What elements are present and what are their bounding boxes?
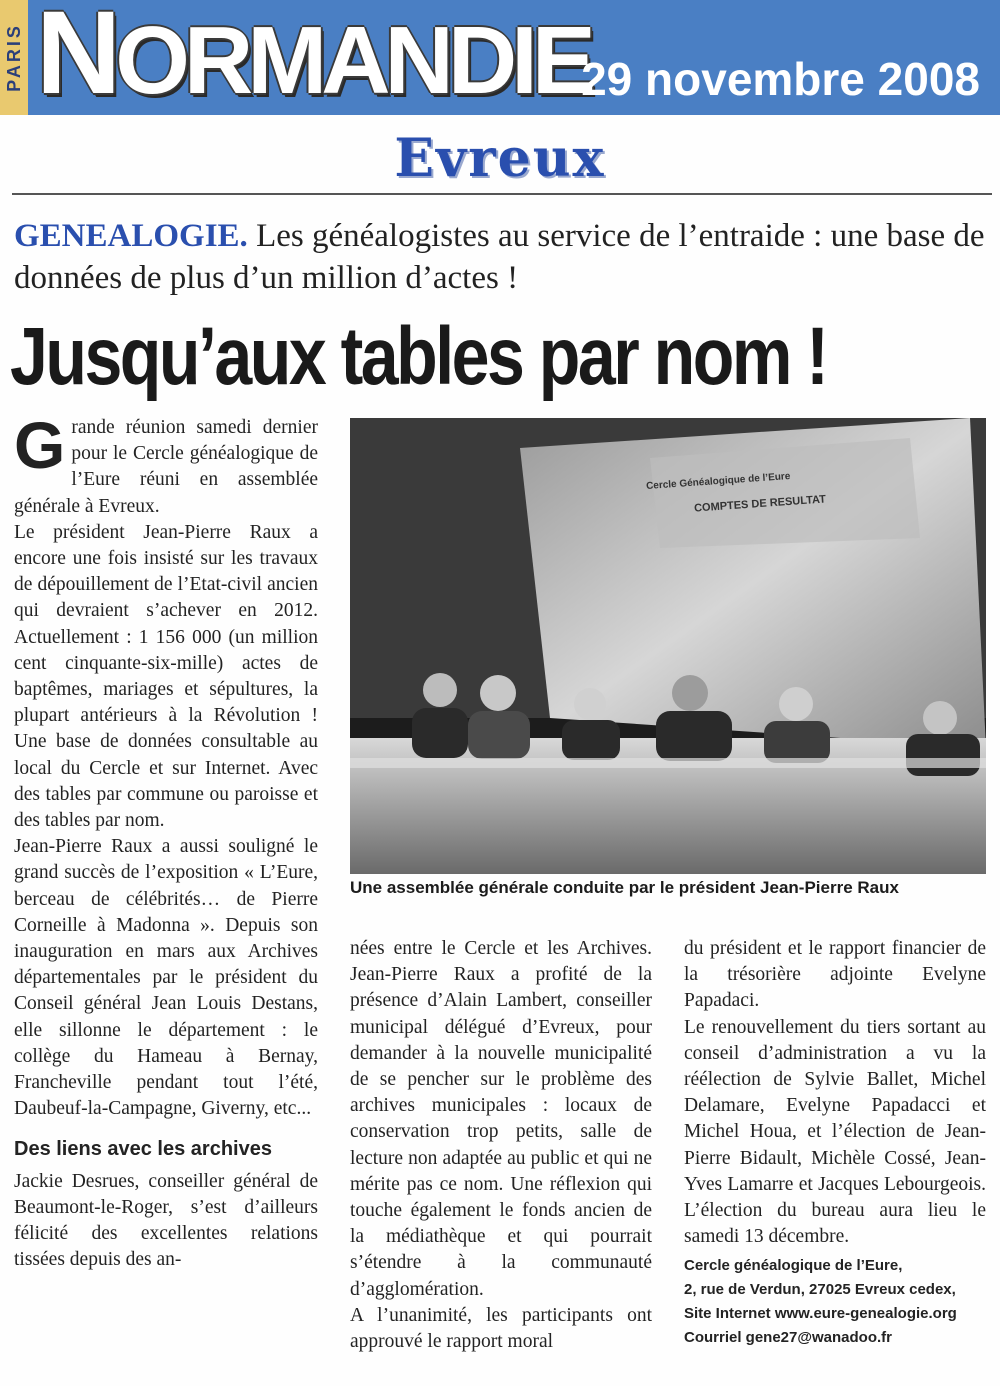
paragraph-intro: rande réunion samedi dernier pour le Cercle généalogique de l’Eure réuni en assemblée générale à Evreux.: [14, 417, 318, 517]
kicker-label: GENEALOGIE.: [14, 218, 248, 254]
contact-address: 2, rue de Verdun, 27025 Evreux cedex,: [684, 1281, 956, 1299]
headline: Jusqu’aux tables par nom !: [10, 311, 827, 402]
newspaper-logo: NORMANDIE: [36, 0, 590, 119]
paragraph: A l’unanimité, les participants ont approuvé le rapport moral: [350, 1304, 652, 1353]
paris-label: PARIS: [0, 0, 28, 115]
subheading: Des liens avec les archives: [14, 1138, 272, 1161]
paragraph: du président et le rapport financier de la trésorière adjointe Evelyne Papadaci.: [684, 938, 986, 1012]
contact-website: Site Internet www.eure-genealogie.org: [684, 1305, 957, 1323]
photo-caption: Une assemblée générale conduite par le président Jean-Pierre Raux: [350, 878, 899, 897]
contact-email: Courriel gene27@wanadoo.fr: [684, 1329, 893, 1347]
article-column-2: [350, 936, 652, 1355]
paragraph: Jackie Desrues, conseiller général de Beaumont-le-Roger, s’est d’ailleurs félicité des excellentes relations tissées depuis des an-: [14, 1170, 318, 1271]
screen-title: Cercle Généalogique de l’Eure: [645, 470, 791, 493]
masthead: [0, 0, 1000, 119]
contact-block: [684, 1254, 986, 1350]
article-column-3: [684, 936, 986, 1350]
paragraph: Le président Jean-Pierre Raux a encore une fois insisté sur les travaux de dépouillement de l’Etat-civil ancien qui devraient s’achever en 2012. Actuellement : 1 156 000 (un million cent cinquante-six-mille) actes de baptêmes, mariages et sépultures, la plupart antérieurs à la Révolution ! Une base de données consultable au local du Cercle et sur Internet. Avec des tables par commune ou paroisse et des tables par nom.: [14, 521, 318, 832]
paragraph: Jean-Pierre Raux a aussi souligné le grand succès de l’exposition « L’Eure, berceau de célébrités… de Pierre Corneille à Madonna ». Depuis son inauguration en mars aux Archives départementales par le président du Conseil général Jean Louis Destans, elle sillonne le département : le collège du Hameau à Bernay, Francheville pendant tout l’été, Daubeuf-la-Campagne, Giverny, etc...: [14, 836, 318, 1120]
paragraph: nées entre le Cercle et les Archives. Jean-Pierre Raux a profité de la présence d’Alain Lambert, conseiller municipal délégué d’Evreux, pour demander à la nouvelle municipalité de se pencher sur le problème des archives municipales : locaux de conservation trop petits, salle de lecture non adaptée au public et qui ne mérite pas ce nom. Une réflexion qui touche également le fonds ancien de la médiathèque et qui pourrait s’étendre à la communauté d’agglomération.: [350, 938, 652, 1300]
divider: [12, 193, 992, 195]
screen-subtitle: COMPTES DE RESULTAT: [693, 493, 827, 515]
article-column-1: [14, 408, 318, 1274]
article-photo: [350, 418, 986, 874]
section-title: Evreux: [394, 128, 606, 189]
paragraph: Le renouvellement du tiers sortant au conseil d’administration a vu la réélection de Sylvie Ballet, Michel Delamare, Evelyne Papadacci et Michel Houa, et l’élection de Jean-Pierre Bidault, Michèle Cossé, Jean-Yves Lamarre et Jacques Lebourgeois. L’élection du bureau aura lieu le samedi 13 décembre.: [684, 1016, 986, 1248]
issue-date: 29 novembre 2008: [581, 53, 980, 105]
kicker: [14, 215, 989, 299]
dropcap: G: [14, 408, 66, 482]
kicker-text: Les généalogistes au service de l’entraide : une base de données de plus d’un million d’actes !: [14, 218, 985, 296]
contact-org: Cercle généalogique de l’Eure,: [684, 1257, 903, 1275]
